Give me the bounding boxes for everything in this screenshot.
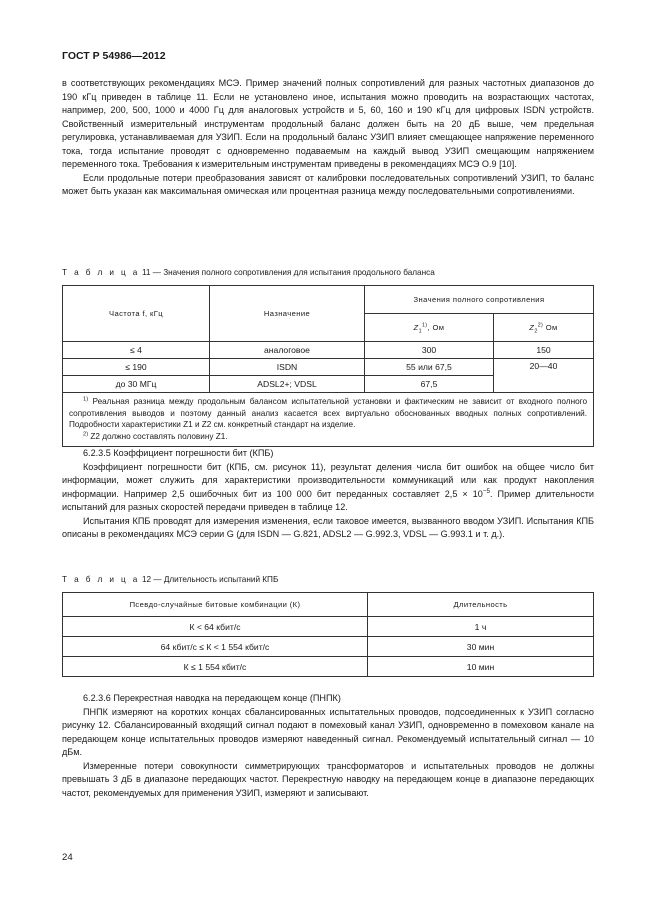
- page-number: 24: [62, 852, 73, 863]
- table-row: ≤ 4 аналоговое 300 150: [63, 342, 594, 359]
- paragraph: Испытания КПБ проводят для измерения изменения, если таковое имеется, вызванного вводом УЗИП. Испытания КПБ описаны в рекомендациях МСЭ серии G (для ISDN — G.821, ADSL2 — G.992.3, VDSL — G.993.1 и т. д.).: [62, 515, 594, 539]
- note-2: $^{2)}$ Z2 должно составлять половину Z1.: [83, 430, 228, 441]
- col-bit-combinations: Псевдо-случайные битовые комбинации (К): [63, 593, 368, 617]
- col-z1: $Z_1^{1)}$, Ом: [365, 314, 494, 342]
- col-frequency: Частота f, кГц: [63, 286, 210, 342]
- paragraph: в соответствующих рекомендациях МСЭ. Пример значений полных сопротивлений для разных частотных диапазонов до 190 кГц приведен в таблице 11. Если не установлено иное, испытания можно проводить на возрастающих частотах, например, 200, 500, 1000 и 4000 Гц для аналоговых устройств и 5, 60, 160 и 190 кГц для цифровых ISDN устройств. Свойственный измерительный инструментам продольный баланс должен быть на 20 дБ выше, чем предельная регулировка, устанавливаемая для УЗИП. Если на продольный баланс УЗИП влияет смещающее напряжение переменного тока, тогда испытание проводят с одновременно подаваемым на каждый вывод УЗИП смещающим напряжением переменного тока. Требования к измерительным инструментам приведены в рекомендациях МСЭ О.9 [10].: [62, 78, 594, 169]
- paragraph: Измеренные потери совокупности симметрирующих трансформаторов и испытательных проводов не должны превышать 3 дБ в диапазоне передающих частот. Перекрестную наводку на передающем конце в диапазоне передающих частот, рекомендуемых для применения УЗИП, измеряют и записывают.: [62, 760, 594, 798]
- paragraph: Коэффициент погрешности бит (КПБ, см. рисунок 11), результат деления числа бит ошибок на общее число бит информации, может служить для характеристики производительности коммуникаций или как продукт накопления информации. Например 2,5 ошибочных бит из 100 000 бит переданных составляет $2,5 \times 10^{-5}$. Пример длительности испытаний для разных скоростей передачи приведен в таблице 12.: [62, 461, 594, 512]
- section-6-2-3-6: [62, 692, 594, 800]
- col-duration: Длительность: [368, 593, 594, 617]
- note-1: $^{1)}$ Реальная разница между продольным балансом испытательной установки и фактическим не зависит от входного полного сопротивления выводов и поэтому данный анализ касается всех виртуально обоснованных вводных полных сопротивлений. Подробности характеристики Z1 и Z2 см. конкретный стандарт на изделие.: [69, 396, 588, 429]
- table-row: К ≤ 1 554 кбит/с 10 мин: [63, 657, 594, 677]
- table-notes: [63, 393, 594, 447]
- table-header-row: [63, 286, 594, 314]
- section-6-2-3-5: [62, 447, 594, 542]
- col-impedance-values: Значения полного сопротивления: [365, 286, 594, 314]
- standard-header: ГОСТ Р 54986—2012: [62, 50, 166, 62]
- section-heading: 6.2.3.5 Коэффициент погрешности бит (КПБ): [83, 448, 274, 458]
- paragraph: ПНПК измеряют на коротких концах сбалансированных испытательных проводов, подсоединенных к УЗИП согласно рисунку 12. Сбалансированный входящий сигнал подают в помеховый канал УЗИП, одновременно в помеховом канале на передающем конце испытательных проводов измеряют наведенный сигнал. Рекомендуемый испытательный сигнал — 10 дБм.: [62, 706, 594, 757]
- table-row: К < 64 кбит/с 1 ч: [63, 617, 594, 637]
- table-row: 64 кбит/с ≤ К < 1 554 кбит/с 30 мин: [63, 637, 594, 657]
- table-12: [62, 592, 594, 677]
- paragraph: Если продольные потери преобразования зависят от калибровки последовательных сопротивлений УЗИП, то баланс может быть указан как максимальная омическая или процентная разница между последовательными сопротивлениями.: [62, 172, 594, 196]
- table-notes-row: [63, 393, 594, 447]
- table11-caption: Т а б л и ц а 11 — Значения полного сопротивления для испытания продольного баланса: [62, 268, 435, 277]
- intro-text: [62, 77, 594, 199]
- table-header-row: [63, 593, 594, 617]
- table-row: ≤ 190 ISDN 55 или 67,5 20—40: [63, 359, 594, 376]
- col-purpose: Назначение: [210, 286, 365, 342]
- section-heading: 6.2.3.6 Перекрестная наводка на передающем конце (ПНПК): [83, 693, 341, 703]
- table12-caption: Т а б л и ц а 12 — Длительность испытаний КПБ: [62, 575, 279, 584]
- table-row: до 30 МГц ADSL2+; VDSL 67,5: [63, 376, 594, 393]
- table-11: [62, 285, 594, 447]
- col-z2: $Z_2^{2)}$ Ом: [494, 314, 594, 342]
